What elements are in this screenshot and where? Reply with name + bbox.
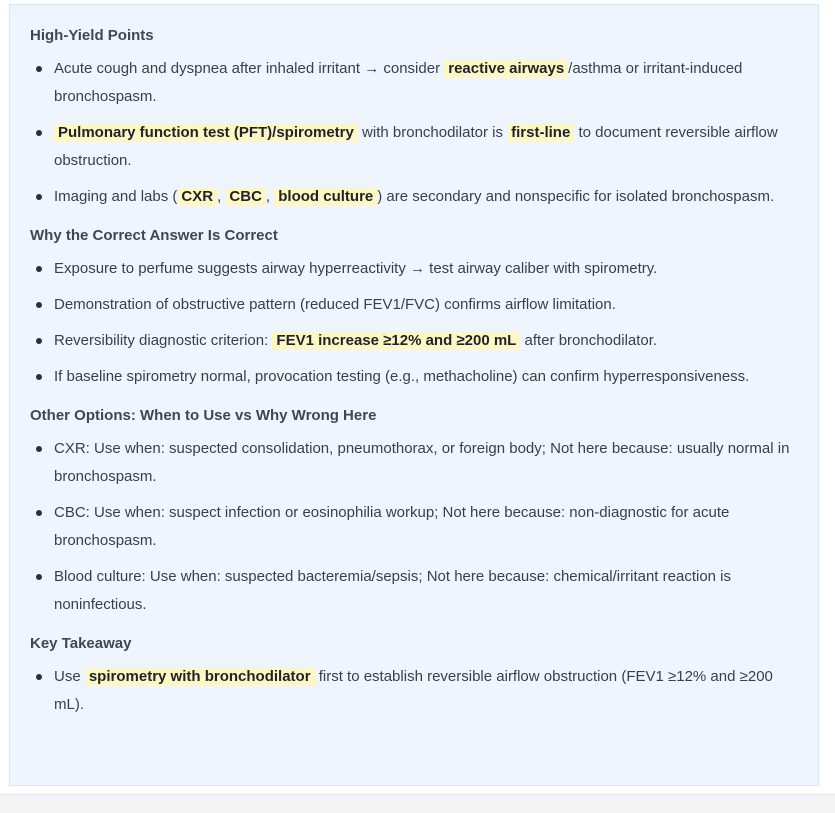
bullet-text: ,: [217, 188, 226, 205]
bullet-text: If baseline spirometry normal, provocation testing (e.g., methacholine) can confirm hyperresponsiveness.: [54, 368, 750, 385]
highlighted-term: Pulmonary function test (PFT)/spirometry: [54, 123, 358, 142]
bullet-text: after bronchodilator.: [520, 332, 658, 349]
bullet-text: CBC: Use when: suspect infection or eosinophilia workup; Not here because: non-diagnostic for acute bronchospasm.: [54, 504, 730, 549]
bullet-list: [30, 255, 798, 391]
bullet-text: Demonstration of obstructive pattern (reduced FEV1/FVC) confirms airflow limitation.: [54, 296, 616, 313]
bullet-text: first to establish reversible airflow obstruction (FEV1 ≥12% and ≥200 mL).: [54, 668, 773, 713]
highlighted-term: CBC: [225, 187, 266, 206]
bullet-text: ,: [265, 188, 275, 205]
bullet-item: [30, 563, 798, 619]
bullet-text: Blood culture: Use when: suspected bacteremia/sepsis; Not here because: chemical/irritant reaction is noninfectious.: [54, 568, 731, 613]
bullet-text: Reversibility diagnostic criterion:: [54, 332, 273, 349]
section-title-why-the-correct-answer-is-correct: Why the Correct Answer Is Correct: [30, 227, 278, 244]
bullet-item: [30, 663, 798, 719]
bullet-text: /asthma or irritant-induced bronchospasm.: [54, 60, 743, 105]
bullet-text: to document reversible airflow obstruction.: [54, 124, 778, 169]
bullet-item: [30, 183, 798, 211]
section-gap: [30, 211, 798, 225]
explanation-sections: [30, 25, 798, 719]
highlighted-term: CXR: [177, 187, 217, 206]
bullet-text: ) are secondary and nonspecific for isolated bronchospasm.: [377, 188, 775, 205]
bullet-item: [30, 363, 798, 391]
bullet-text: with bronchodilator is: [357, 124, 508, 141]
highlighted-term: FEV1 increase ≥12% and ≥200 mL: [272, 331, 520, 350]
bullet-item: [30, 435, 798, 491]
bullet-item: [30, 499, 798, 555]
section-title-other-options-when-to-use-vs-why-wrong-here: Other Options: When to Use vs Why Wrong Here: [30, 407, 377, 424]
highlighted-term: spirometry with bronchodilator: [85, 667, 315, 686]
bullet-list: [30, 435, 798, 619]
bullet-item: [30, 327, 798, 355]
bullet-text: Exposure to perfume suggests airway hyperreactivity → test airway caliber with spirometry.: [54, 260, 658, 277]
section-title-high-yield-points: High-Yield Points: [30, 27, 154, 44]
bullet-item: [30, 119, 798, 175]
bullet-item: [30, 291, 798, 319]
bullet-text: Acute cough and dyspnea after inhaled irritant → consider: [54, 60, 445, 77]
highlighted-term: reactive airways: [444, 59, 568, 78]
bullet-item: [30, 55, 798, 111]
explanation-panel: [9, 4, 819, 786]
bullet-list: [30, 663, 798, 719]
bullet-list: [30, 55, 798, 211]
section-title-key-takeaway: Key Takeaway: [30, 635, 132, 652]
section-gap: [30, 391, 798, 405]
bullet-text: Use: [54, 668, 85, 685]
highlighted-term: first-line: [507, 123, 574, 142]
section-gap: [30, 619, 798, 633]
bullet-text: Imaging and labs (: [54, 188, 178, 205]
bullet-item: [30, 255, 798, 283]
highlighted-term: blood culture: [274, 187, 377, 206]
bullet-text: CXR: Use when: suspected consolidation, pneumothorax, or foreign body; Not here because: usually normal in bronchospasm.: [54, 440, 790, 485]
bottom-scroll-area: [0, 794, 835, 813]
